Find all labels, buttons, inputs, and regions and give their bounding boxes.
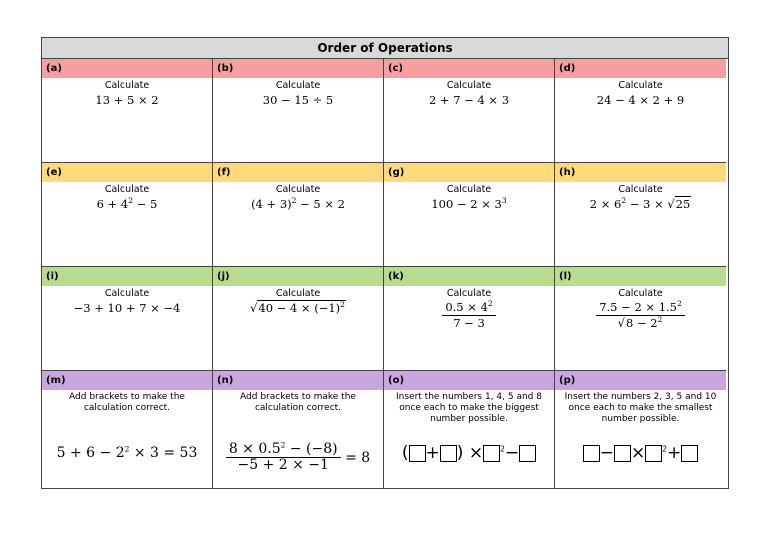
question-m	[42, 371, 213, 488]
question-i	[42, 267, 213, 371]
answer-box[interactable]	[440, 445, 457, 462]
question-k	[384, 267, 555, 371]
expression: 30 − 15 ÷ 5	[262, 93, 334, 107]
fraction: $\frac{8 \times 0.5^2 - (-8)}{-5 + 2 \times -1}$	[226, 442, 341, 473]
expression: −3 + 10 + 7 × −4	[73, 301, 181, 315]
question-label: (p)	[555, 371, 726, 390]
question-label: (i)	[42, 267, 212, 286]
equation: $5 + 6 - 2^2 \times 3 = 53$	[56, 444, 198, 461]
question-l	[555, 267, 726, 371]
instruction: Calculate	[618, 80, 663, 91]
instruction: Calculate	[275, 288, 321, 299]
square-root: $√40 - 4 \times (-1)^2$	[250, 300, 345, 315]
instruction: Calculate	[104, 288, 150, 299]
answer-box[interactable]	[583, 445, 600, 462]
question-label: (k)	[384, 267, 554, 286]
answer-box[interactable]	[614, 445, 631, 462]
instruction: Add brackets to make the calculation correct.	[69, 392, 185, 413]
expression	[213, 300, 383, 316]
answer-box[interactable]	[519, 445, 536, 462]
question-f	[213, 163, 384, 267]
square-root: √25	[667, 197, 691, 211]
square-root: $√8 - 2^2$	[617, 315, 663, 330]
instruction: Add brackets to make the calculation correct.	[240, 392, 356, 413]
instruction: Calculate	[618, 288, 663, 299]
instruction: Calculate	[618, 184, 663, 195]
instruction: Insert the numbers 1, 4, 5 and 8 once each to make the biggest number possible.	[396, 392, 542, 424]
question-j	[213, 267, 384, 371]
instruction: Calculate	[104, 184, 150, 195]
question-label: (m)	[42, 371, 212, 390]
question-e	[42, 163, 213, 267]
instruction: Calculate	[446, 184, 492, 195]
question-label: (j)	[213, 267, 383, 286]
question-label: (g)	[384, 163, 554, 182]
instruction: Calculate	[446, 288, 492, 299]
answer-boxes: − × $^2$+	[555, 442, 726, 464]
expression: $2 \times 6^2 - 3 \times √25$	[589, 196, 691, 211]
instruction: Insert the numbers 2, 3, 5 and 10 once each to make the smallest number possible.	[564, 392, 717, 424]
question-o	[384, 371, 555, 488]
question-grid	[42, 59, 728, 488]
question-label: (d)	[555, 59, 726, 78]
question-b	[213, 59, 384, 163]
question-n	[213, 371, 384, 488]
question-c	[384, 59, 555, 163]
expression: $6 + 4^2 - 5$	[96, 196, 158, 211]
equation: $\frac{8 \times 0.5^2 - (-8)}{-5 + 2 \times -1}$ = 8	[226, 450, 370, 466]
answer-box[interactable]	[681, 445, 698, 462]
instruction: Calculate	[275, 184, 321, 195]
expression: 13 + 5 × 2	[95, 93, 159, 107]
worksheet	[41, 37, 729, 489]
question-label: (e)	[42, 163, 212, 182]
expression: $100 - 2 \times 3^3$	[431, 196, 507, 211]
answer-box[interactable]	[645, 445, 662, 462]
question-label: (o)	[384, 371, 554, 390]
expression: 2 + 7 − 4 × 3	[428, 93, 510, 107]
question-label: (l)	[555, 267, 726, 286]
question-a	[42, 59, 213, 163]
fraction: $\frac{0.5 \times 4^2}{7 - 3}$	[442, 300, 495, 331]
question-d	[555, 59, 726, 163]
instruction: Calculate	[275, 80, 321, 91]
question-p	[555, 371, 726, 488]
question-label: (b)	[213, 59, 383, 78]
answer-boxes: ( + ) × $^2$−	[384, 442, 554, 464]
question-label: (n)	[213, 371, 383, 390]
fraction: $\frac{7.5 - 2 \times 1.5^2}{√8 - 2^2}$	[596, 300, 685, 331]
question-label: (c)	[384, 59, 554, 78]
answer-box[interactable]	[409, 445, 426, 462]
instruction: Calculate	[104, 80, 150, 91]
question-h	[555, 163, 726, 267]
expression	[384, 300, 554, 331]
expression: 24 − 4 × 2 + 9	[596, 93, 685, 107]
question-g	[384, 163, 555, 267]
question-label: (f)	[213, 163, 383, 182]
expression: $(4 + 3)^2 - 5 \times 2$	[251, 196, 345, 211]
worksheet-title: Order of Operations	[42, 38, 728, 59]
instruction: Calculate	[446, 80, 492, 91]
expression	[555, 300, 726, 331]
question-label: (a)	[42, 59, 212, 78]
answer-box[interactable]	[483, 445, 500, 462]
question-label: (h)	[555, 163, 726, 182]
